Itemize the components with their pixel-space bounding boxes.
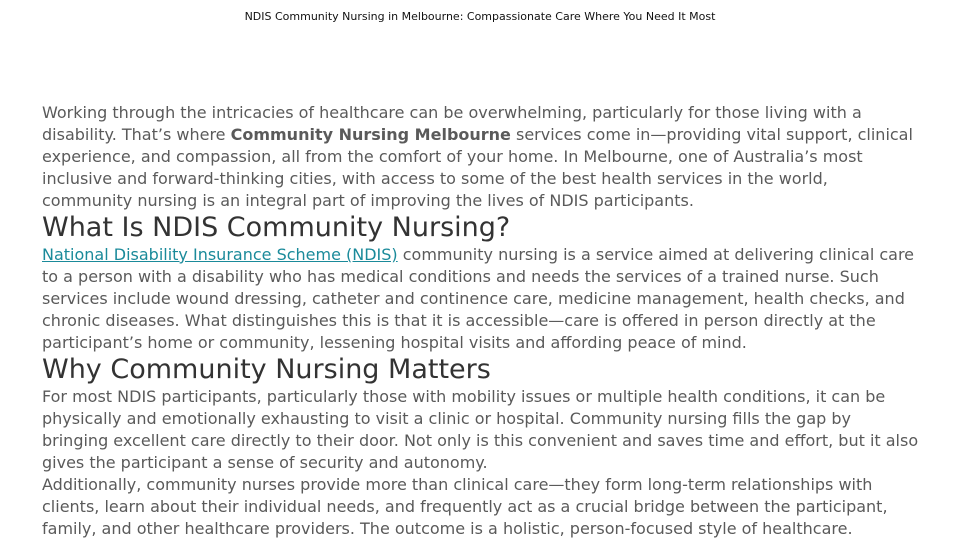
article-body bbox=[42, 102, 922, 540]
section-heading-why-matters: Why Community Nursing Matters bbox=[42, 354, 491, 385]
section-why-paragraph-2: Additionally, community nurses provide more than clinical care—they form long-term relationships with clients, learn about their individual needs, and frequently act as a crucial bridge between the participant, family, and other healthcare providers. The outcome is a holistic, person-focused style of healthcare. bbox=[42, 475, 888, 538]
section-what-is-paragraph bbox=[42, 244, 922, 354]
intro-text-end: services come in—providing vital support, clinical experience, and compassion, all from the comfort of your home. In Melbourne, one of Australia’s most inclusive and forward-thinking cities, with access to some of the best health services in the world, community nursing is an integral part of improving the lives of NDIS participants. bbox=[42, 125, 913, 210]
section-heading-what-is: What Is NDIS Community Nursing? bbox=[42, 212, 511, 243]
section-why-paragraph-1: For most NDIS participants, particularly those with mobility issues or multiple health conditions, it can be physically and emotionally exhausting to visit a clinic or hospital. Community nursing fills the gap by bringing excellent care directly to their door. Not only is this convenient and saves time and effort, but it also gives the participant a sense of security and autonomy. bbox=[42, 387, 919, 472]
section-what-is-text: community nursing is a service aimed at delivering clinical care to a person with a disability who has medical conditions and needs the services of a trained nurse. Such services include wound dressing, catheter and continence care, medicine management, health checks, and chronic diseases. What distinguishes this is that it is accessible—care is offered in person directly at the participant’s home or community, lessening hospital visits and affording peace of mind. bbox=[42, 245, 915, 352]
intro-text-start: Working through the intricacies of healthcare can be overwhelming, particularly for those living with a disability. That’s where bbox=[42, 103, 862, 144]
ndis-link[interactable]: National Disability Insurance Scheme (NDIS) bbox=[42, 245, 398, 264]
intro-paragraph bbox=[42, 102, 922, 212]
intro-bold-keyword: Community Nursing Melbourne bbox=[230, 125, 511, 144]
page-title: NDIS Community Nursing in Melbourne: Compassionate Care Where You Need It Most bbox=[244, 10, 716, 23]
